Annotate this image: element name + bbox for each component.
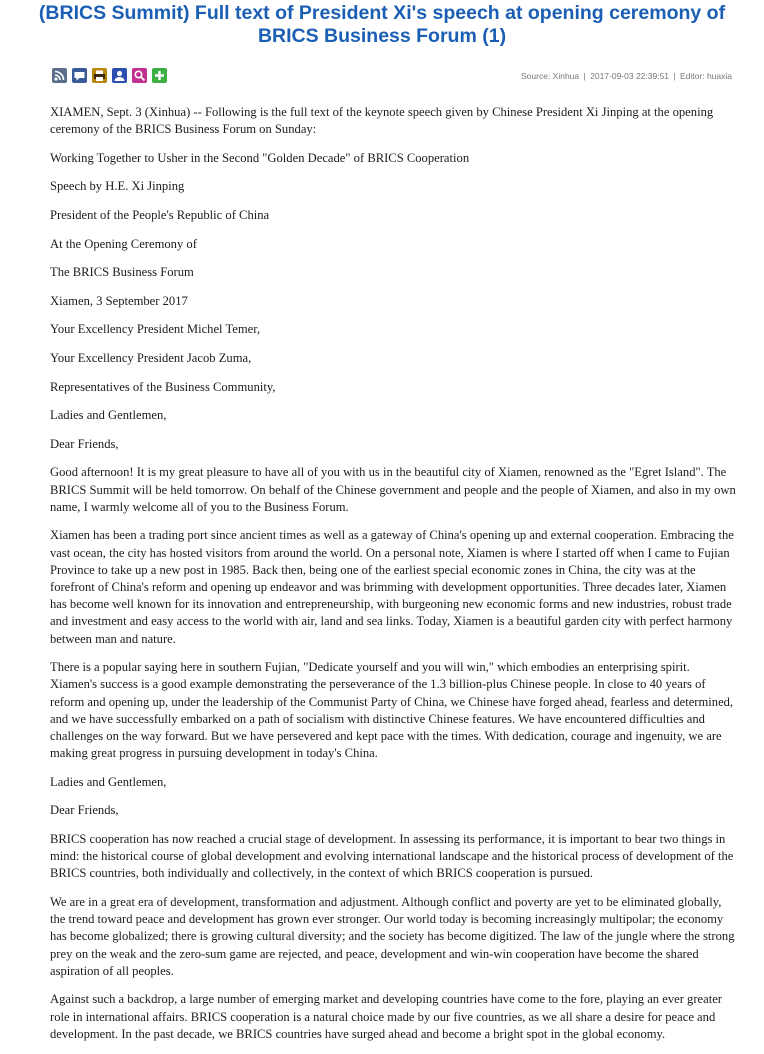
meta-separator: | xyxy=(583,71,586,81)
paragraph: BRICS cooperation has now reached a crucial stage of development. In assessing its performance, it is important to bear two things in mind: the historical course of global development and evolving international landscape and the historical process of development of the BRICS countries, both individually and collectively, in the context of which BRICS cooperation is pursued. xyxy=(50,831,734,881)
paragraph: At the Opening Ceremony of xyxy=(50,236,197,251)
paragraph: Ladies and Gentlemen, xyxy=(50,774,167,789)
paragraph: We are in a great era of development, transformation and adjustment. Although conflict and poverty are yet to be eliminated globally, the trend toward peace and development has grown ever stronger. Our world today is becoming increasingly multipolar; the economy has become globalized; there is growing cultural diversity; and the society has become digitized. The law of the jungle where the strong prey on the weak and the zero-sum game are rejected, and peace, development and win-win cooperation have become the shared aspiration of all peoples. xyxy=(50,894,735,978)
meta-separator: | xyxy=(673,71,676,81)
paragraph: Speech by H.E. Xi Jinping xyxy=(50,179,185,194)
article-source: Source: Xinhua xyxy=(521,71,580,81)
article-meta xyxy=(521,71,732,81)
paragraph: Good afternoon! It is my great pleasure to have all of you with us in the beautiful city of Xiamen, renowned as the "Egret Island". The BRICS Summit will be held tomorrow. On behalf of the Chinese government and people and the people of Xiamen, and also in my own name, I warmly welcome all of you to the Business Forum. xyxy=(50,465,736,514)
paragraph: Your Excellency President Jacob Zuma, xyxy=(50,350,252,365)
print-icon[interactable] xyxy=(92,68,107,83)
paragraph: Your Excellency President Michel Temer, xyxy=(50,322,261,337)
search-icon[interactable] xyxy=(132,68,147,83)
paragraph: XIAMEN, Sept. 3 (Xinhua) -- Following is the full text of the keynote speech given by Chinese President Xi Jinping at the opening ceremony of the BRICS Business Forum on Sunday: xyxy=(50,105,714,137)
share-icons xyxy=(52,68,167,83)
paragraph: President of the People's Republic of China xyxy=(50,207,270,222)
article-title: (BRICS Summit) Full text of President Xi's speech at opening ceremony of BRICS Business Forum (1) xyxy=(38,2,726,47)
article-editor: Editor: huaxia xyxy=(680,71,732,81)
paragraph: Xiamen, 3 September 2017 xyxy=(50,293,188,308)
article-toolbar xyxy=(52,68,732,86)
add-icon[interactable] xyxy=(152,68,167,83)
paragraph: There is a popular saying here in southern Fujian, "Dedicate yourself and you will win," which embodies an enterprising spirit. Xiamen's success is a good example demonstrating the perseverance of the 1.3 billion-plus Chinese people. In close to 40 years of reform and opening up, under the leadership of the Communist Party of China, we Chinese have forged ahead, fearless and determined, and we have successfully embarked on a path of socialism with distinctive Chinese features. We have encountered difficulties and challenges on the way forward. But we have persevered and kept pace with the times. With dedication, courage and ingenuity, we are making great progress in pursuing development in today's China. xyxy=(50,660,734,761)
paragraph: The BRICS Business Forum xyxy=(50,265,194,280)
paragraph: Working Together to Usher in the Second "Golden Decade" of BRICS Cooperation xyxy=(50,150,470,165)
article-body xyxy=(50,104,738,1054)
paragraph: Representatives of the Business Community, xyxy=(50,379,276,394)
rss-icon[interactable] xyxy=(52,68,67,83)
email-icon[interactable] xyxy=(112,68,127,83)
paragraph: Ladies and Gentlemen, xyxy=(50,408,167,423)
comment-icon[interactable] xyxy=(72,68,87,83)
paragraph: Dear Friends, xyxy=(50,436,119,451)
paragraph: Dear Friends, xyxy=(50,803,119,818)
article-timestamp: 2017-09-03 22:39:51 xyxy=(590,71,670,81)
paragraph: Xiamen has been a trading port since ancient times as well as a gateway of China's opening up and external cooperation. Embracing the vast ocean, the city has hosted visitors from around the world. On a personal note, Xiamen is where I started off when I came to Fujian Province to take up a new post in 1985. Back then, being one of the earliest special economic zones in China, the city was at the forefront of China's reform and opening up endeavor and was brimming with development opportunities. Three decades later, Xiamen has become well known for its innovation and entrepreneurship, with burgeoning new economic forms and new industries, robust trade and investment and easy access to the world with air, land and sea links. Today, Xiamen is a beautiful garden city with perfect harmony between man and nature. xyxy=(50,528,734,646)
paragraph: Against such a backdrop, a large number of emerging market and developing countries have come to the fore, playing an ever greater role in international affairs. BRICS cooperation is a natural choice made by our five countries, as we all share a desire for peace and development. In the past decade, we BRICS countries have surged ahead and become a bright spot in the global economy. xyxy=(50,992,723,1041)
